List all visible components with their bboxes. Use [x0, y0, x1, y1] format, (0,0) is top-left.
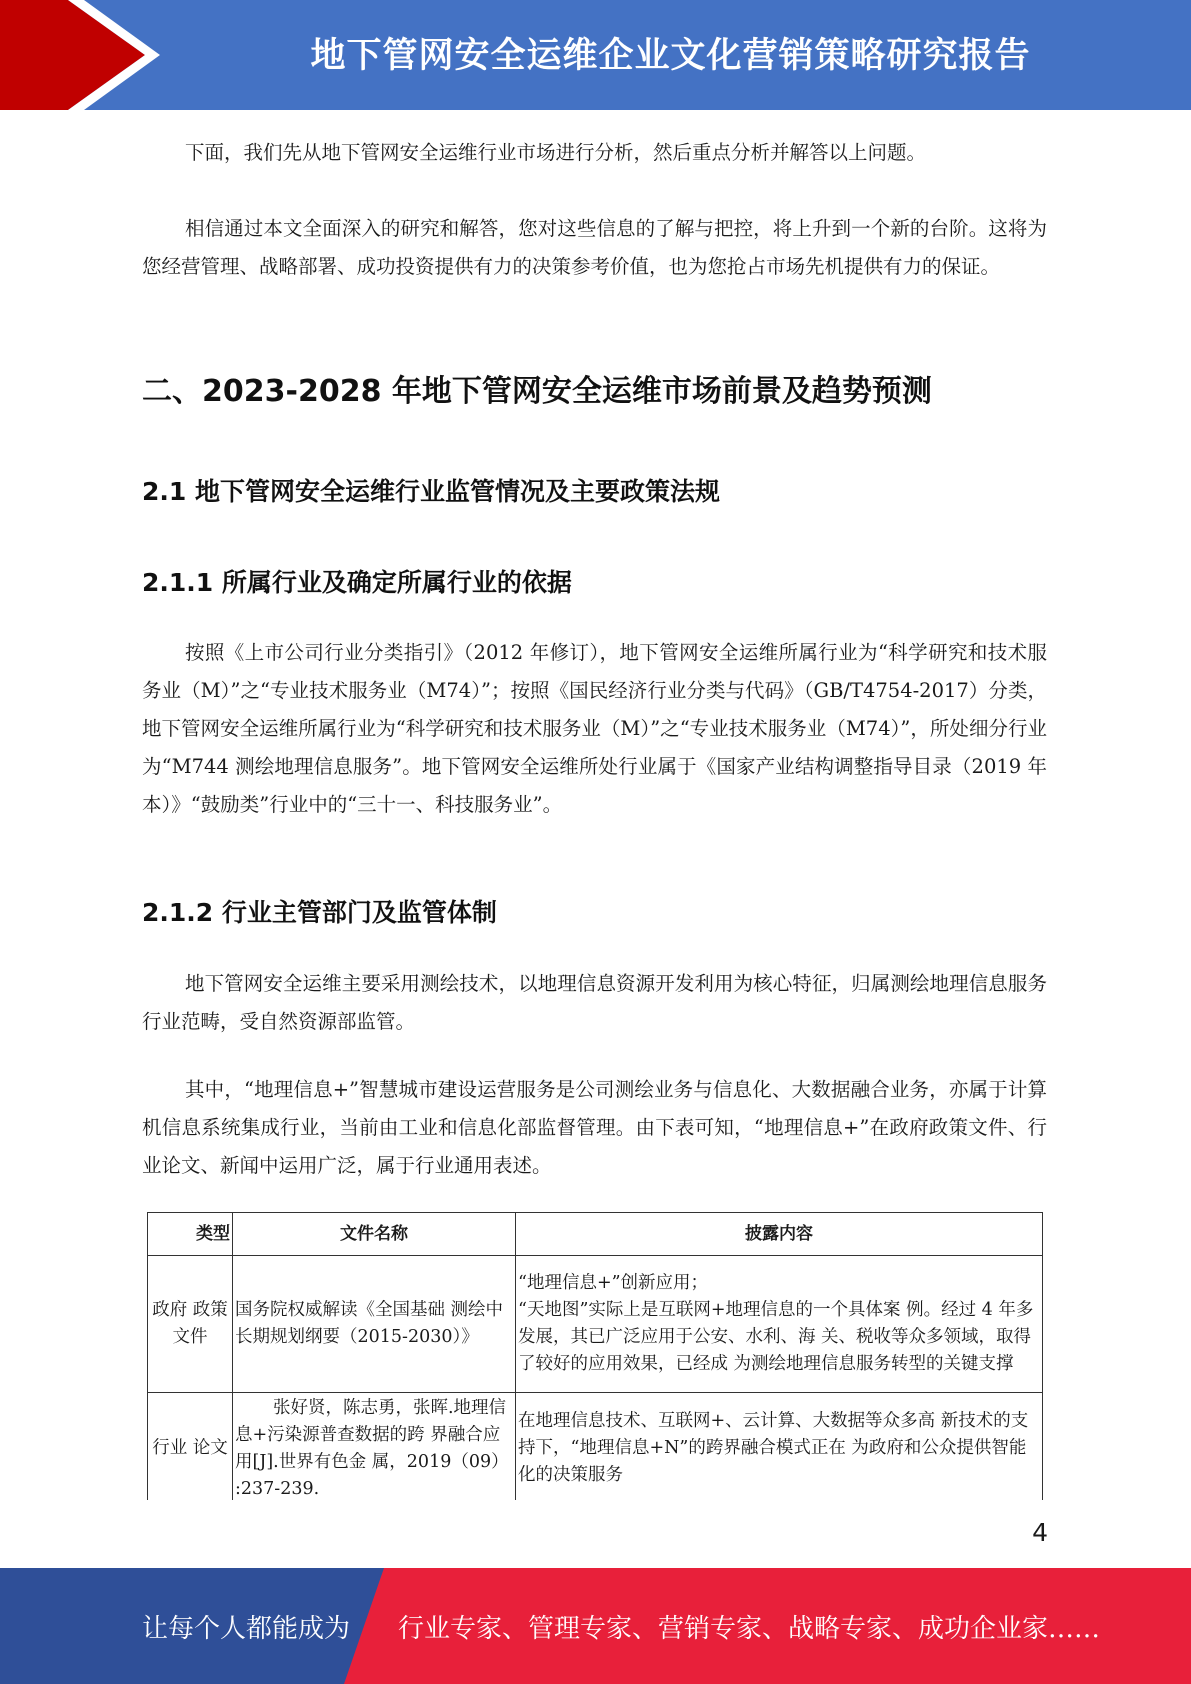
- column-header-type: 类型: [148, 1213, 233, 1256]
- footer-slogan-right: 行业专家、管理专家、营销专家、战略专家、成功企业家……: [398, 1613, 1101, 1644]
- page-header: [0, 0, 1191, 110]
- cell-file-name: 张好贤，陈志勇，张晖.地理信息+污染源普查数据的跨 界融合应用[J].世界有色金 属，2019（09） :237-239.: [233, 1393, 516, 1501]
- intro-paragraph-2: 相信通过本文全面深入的研究和解答，您对这些信息的了解与把控，将上升到一个新的台阶。这将为您经营管理、战略部署、成功投资提供有力的决策参考价值，也为您抢占市场先机提供有力的保证。: [142, 217, 1047, 278]
- industry-classification-paragraph: 按照《上市公司行业分类指引》（2012 年修订），地下管网安全运维所属行业为“科学研究和技术服务业（M）”之“专业技术服务业（M74）”；按照《国民经济行业分类与代码》（GB/T4754-2017）分类，地下管网安全运维所属行业为“科学研究和技术服务业（M）”之“专业技术服务业（M74）”，所处细分行业为“M744 测绘地理信息服务”。地下管网安全运维所处行业属于《国家产业结构调整指导目录（2019 年本）》“鼓励类”行业中的“三十一、科技服务业”。: [142, 641, 1047, 816]
- cell-type: 行业 论文: [148, 1393, 233, 1501]
- disclosure-line: “地理信息+”创新应用；: [518, 1273, 709, 1293]
- table-header-row: [148, 1213, 1043, 1256]
- report-title: 地下管网安全运维企业文化营销策略研究报告: [310, 36, 1031, 76]
- cell-type: 政府 政策 文件: [148, 1256, 233, 1393]
- section-2-1-heading: 2.1 地下管网安全运维行业监管情况及主要政策法规: [142, 477, 720, 506]
- disclosure-table-container: [147, 1212, 1043, 1500]
- disclosure-table: [147, 1212, 1043, 1500]
- page-number: 4: [1032, 1518, 1048, 1547]
- table-row: [148, 1256, 1043, 1393]
- table-row: [148, 1393, 1043, 1501]
- section-2-1-1-heading: 2.1.1 所属行业及确定所属行业的依据: [142, 568, 572, 597]
- disclosure-line: “天地图”实际上是互联网+地理信息的一个具体案 例。经过 4 年多发展，其已广泛应用于公安、水利、海 关、税收等众多领域，取得了较好的应用效果，已经成 为测绘地理信息服务转型的关键支撑: [518, 1300, 1034, 1374]
- section-2-heading: 二、2023-2028 年地下管网安全运维市场前景及趋势预测: [142, 374, 932, 409]
- column-header-disclosure: 披露内容: [516, 1213, 1043, 1256]
- cell-disclosure: 在地理信息技术、互联网+、云计算、大数据等众多高 新技术的支持下，“地理信息+N”的跨界融合模式正在 为政府和公众提供智能化的决策服务: [516, 1393, 1043, 1501]
- cell-file-name: 国务院权威解读《全国基础 测绘中长期规划纲要（2015-2030）》: [233, 1256, 516, 1393]
- cell-disclosure: [516, 1256, 1043, 1393]
- regulator-paragraph: 地下管网安全运维主要采用测绘技术，以地理信息资源开发利用为核心特征，归属测绘地理信息服务行业范畴，受自然资源部监管。: [142, 972, 1047, 1033]
- column-header-file-name: 文件名称: [233, 1213, 516, 1256]
- section-2-1-2-heading: 2.1.2 行业主管部门及监管体制: [142, 898, 497, 927]
- intro-paragraph-1: 下面，我们先从地下管网安全运维行业市场进行分析，然后重点分析并解答以上问题。: [185, 141, 927, 164]
- geo-info-plus-paragraph: 其中，“地理信息+”智慧城市建设运营服务是公司测绘业务与信息化、大数据融合业务，亦属于计算机信息系统集成行业，当前由工业和信息化部监督管理。由下表可知，“地理信息+”在政府政策文件、行业论文、新闻中运用广泛，属于行业通用表述。: [142, 1078, 1047, 1177]
- footer-slogan-left: 让每个人都能成为: [142, 1613, 351, 1644]
- page-footer: [0, 1568, 1191, 1684]
